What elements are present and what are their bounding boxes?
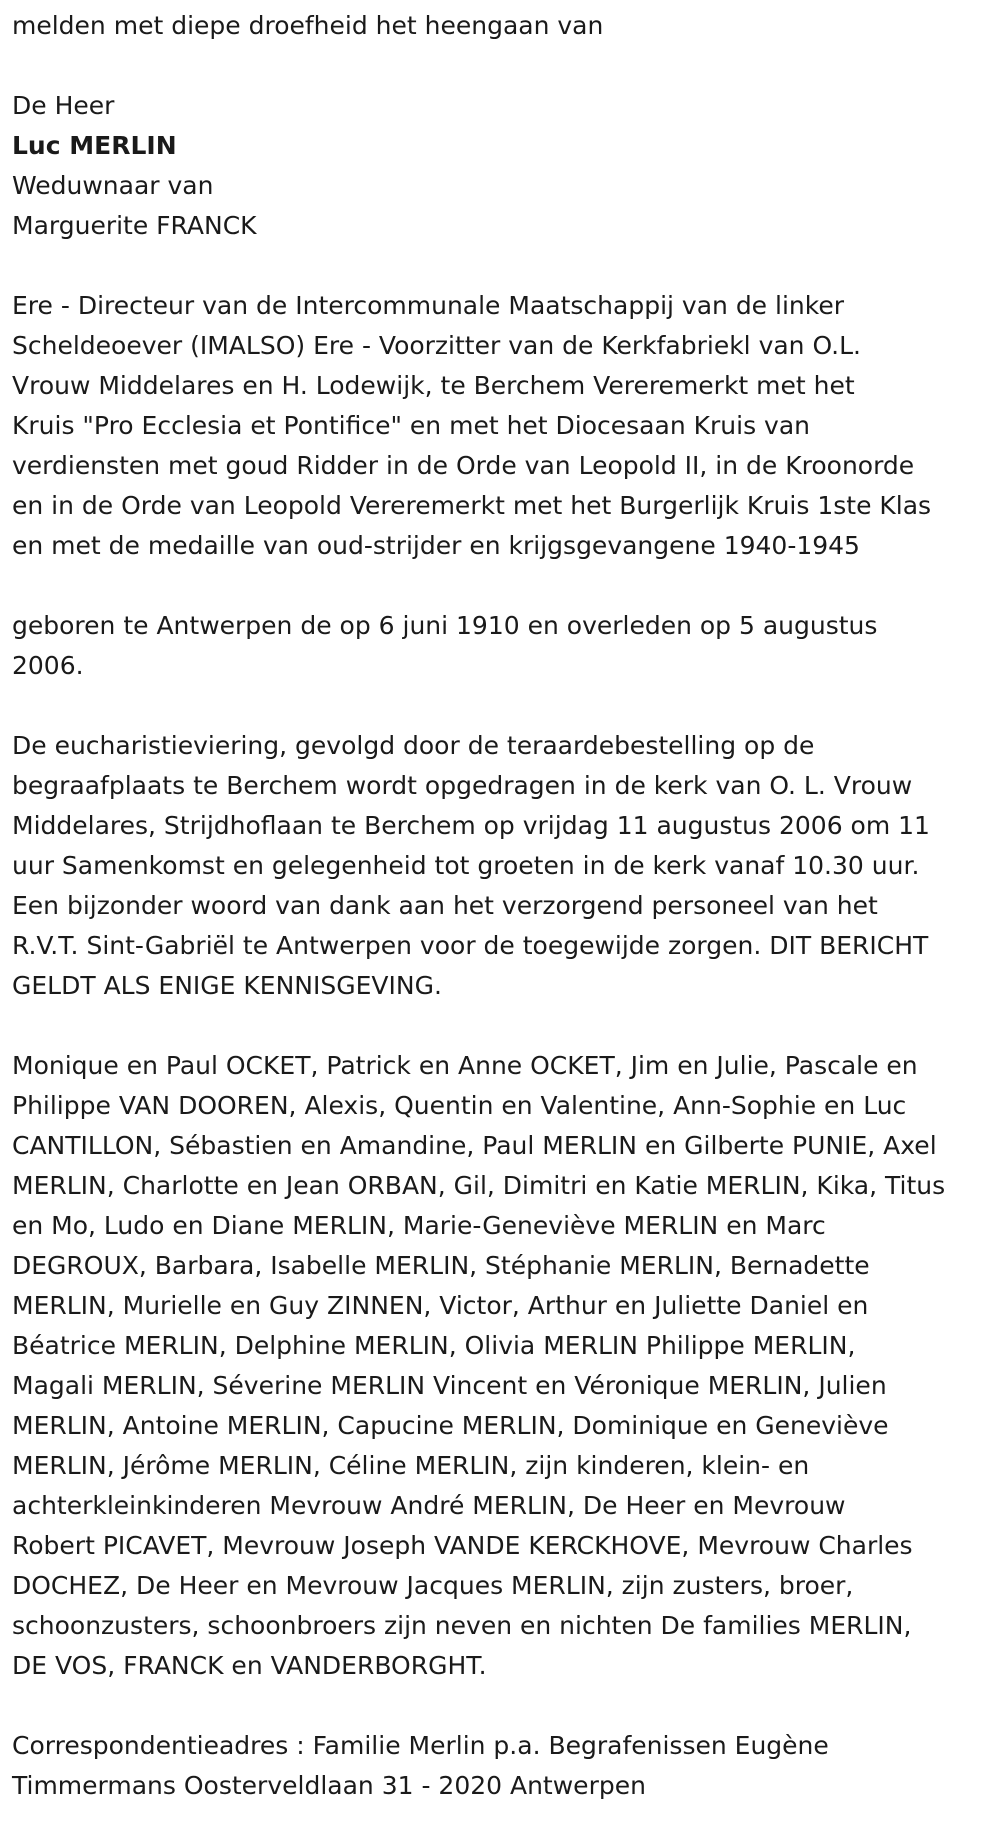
paragraph-line: MERLIN, Murielle en Guy ZINNEN, Victor, Arthur en Juliette Daniel en [12,1291,869,1320]
family-paragraph [12,1046,988,1686]
paragraph-line: DE VOS, FRANCK en VANDERBORGHT. [12,1651,487,1680]
paragraph-line: verdiensten met goud Ridder in de Orde van Leopold II, in de Kroonorde [12,451,915,480]
salutation: De Heer [12,91,115,120]
paragraph-line: Correspondentieadres : Familie Merlin p.a. Begrafenissen Eugène [12,1731,829,1760]
paragraph-line: begraafplaats te Berchem wordt opgedragen in de kerk van O. L. Vrouw [12,771,913,800]
intro-text: melden met diepe droefheid het heengaan van [12,11,604,40]
paragraph-line: 2006. [12,651,84,680]
paragraph-line: Timmermans Oosterveldlaan 31 - 2020 Antwerpen [12,1771,646,1800]
paragraph-line: MERLIN, Charlotte en Jean ORBAN, Gil, Dimitri en Katie MERLIN, Kika, Titus [12,1171,946,1200]
paragraph-line: Béatrice MERLIN, Delphine MERLIN, Olivia MERLIN Philippe MERLIN, [12,1331,856,1360]
paragraph-line: achterkleinkinderen Mevrouw André MERLIN, De Heer en Mevrouw [12,1491,846,1520]
paragraph-line: Ere - Directeur van de Intercommunale Maatschappij van de linker [12,291,844,320]
spacer [12,566,988,606]
paragraph-line: en Mo, Ludo en Diane MERLIN, Marie-Geneviève MERLIN en Marc [12,1211,826,1240]
deceased-name: Luc MERLIN [12,131,177,160]
paragraph-line: uur Samenkomst en gelegenheid tot groeten in de kerk vanaf 10.30 uur. [12,851,920,880]
spacer [12,1686,988,1726]
spacer [12,686,988,726]
paragraph-line: MERLIN, Antoine MERLIN, Capucine MERLIN, Dominique en Geneviève [12,1411,889,1440]
spacer [12,46,988,86]
paragraph-line: GELDT ALS ENIGE KENNISGEVING. [12,971,442,1000]
paragraph-line: Middelares, Strijdhoflaan te Berchem op vrijdag 11 augustus 2006 om 11 [12,811,930,840]
titles-paragraph [12,286,988,566]
paragraph-line: DEGROUX, Barbara, Isabelle MERLIN, Stéphanie MERLIN, Bernadette [12,1251,870,1280]
paragraph-line: en in de Orde van Leopold Vereremerkt met het Burgerlijk Kruis 1ste Klas [12,491,932,520]
paragraph-line: Een bijzonder woord van dank aan het verzorgend personeel van het [12,891,878,920]
spacer [12,246,988,286]
paragraph-line: Kruis "Pro Ecclesia et Pontifice" en met het Diocesaan Kruis van [12,411,811,440]
paragraph-line: DOCHEZ, De Heer en Mevrouw Jacques MERLIN, zijn zusters, broer, [12,1571,854,1600]
ceremony-paragraph [12,726,988,1006]
spouse-name: Marguerite FRANCK [12,211,257,240]
paragraph-line: Philippe VAN DOOREN, Alexis, Quentin en Valentine, Ann-Sophie en Luc [12,1091,907,1120]
correspondence-paragraph [12,1726,988,1806]
paragraph-line: De eucharistieviering, gevolgd door de teraardebestelling op de [12,731,815,760]
paragraph-line: Vrouw Middelares en H. Lodewijk, te Berchem Vereremerkt met het [12,371,855,400]
paragraph-line: MERLIN, Jérôme MERLIN, Céline MERLIN, zijn kinderen, klein- en [12,1451,810,1480]
paragraph-line: en met de medaille van oud-strijder en krijgsgevangene 1940-1945 [12,531,860,560]
paragraph-line: Magali MERLIN, Séverine MERLIN Vincent en Véronique MERLIN, Julien [12,1371,887,1400]
birth-death-paragraph [12,606,988,686]
paragraph-line: schoonzusters, schoonbroers zijn neven en nichten De families MERLIN, [12,1611,912,1640]
paragraph-line: CANTILLON, Sébastien en Amandine, Paul MERLIN en Gilberte PUNIE, Axel [12,1131,937,1160]
paragraph-line: R.V.T. Sint-Gabriël te Antwerpen voor de toegewijde zorgen. DIT BERICHT [12,931,929,960]
paragraph-line: geboren te Antwerpen de op 6 juni 1910 en overleden op 5 augustus [12,611,878,640]
widower-label: Weduwnaar van [12,171,214,200]
spacer [12,1006,988,1046]
paragraph-line: Scheldeoever (IMALSO) Ere - Voorzitter van de Kerkfabriekl van O.L. [12,331,861,360]
paragraph-line: Monique en Paul OCKET, Patrick en Anne OCKET, Jim en Julie, Pascale en [12,1051,918,1080]
paragraph-line: Robert PICAVET, Mevrouw Joseph VANDE KERCKHOVE, Mevrouw Charles [12,1531,913,1560]
